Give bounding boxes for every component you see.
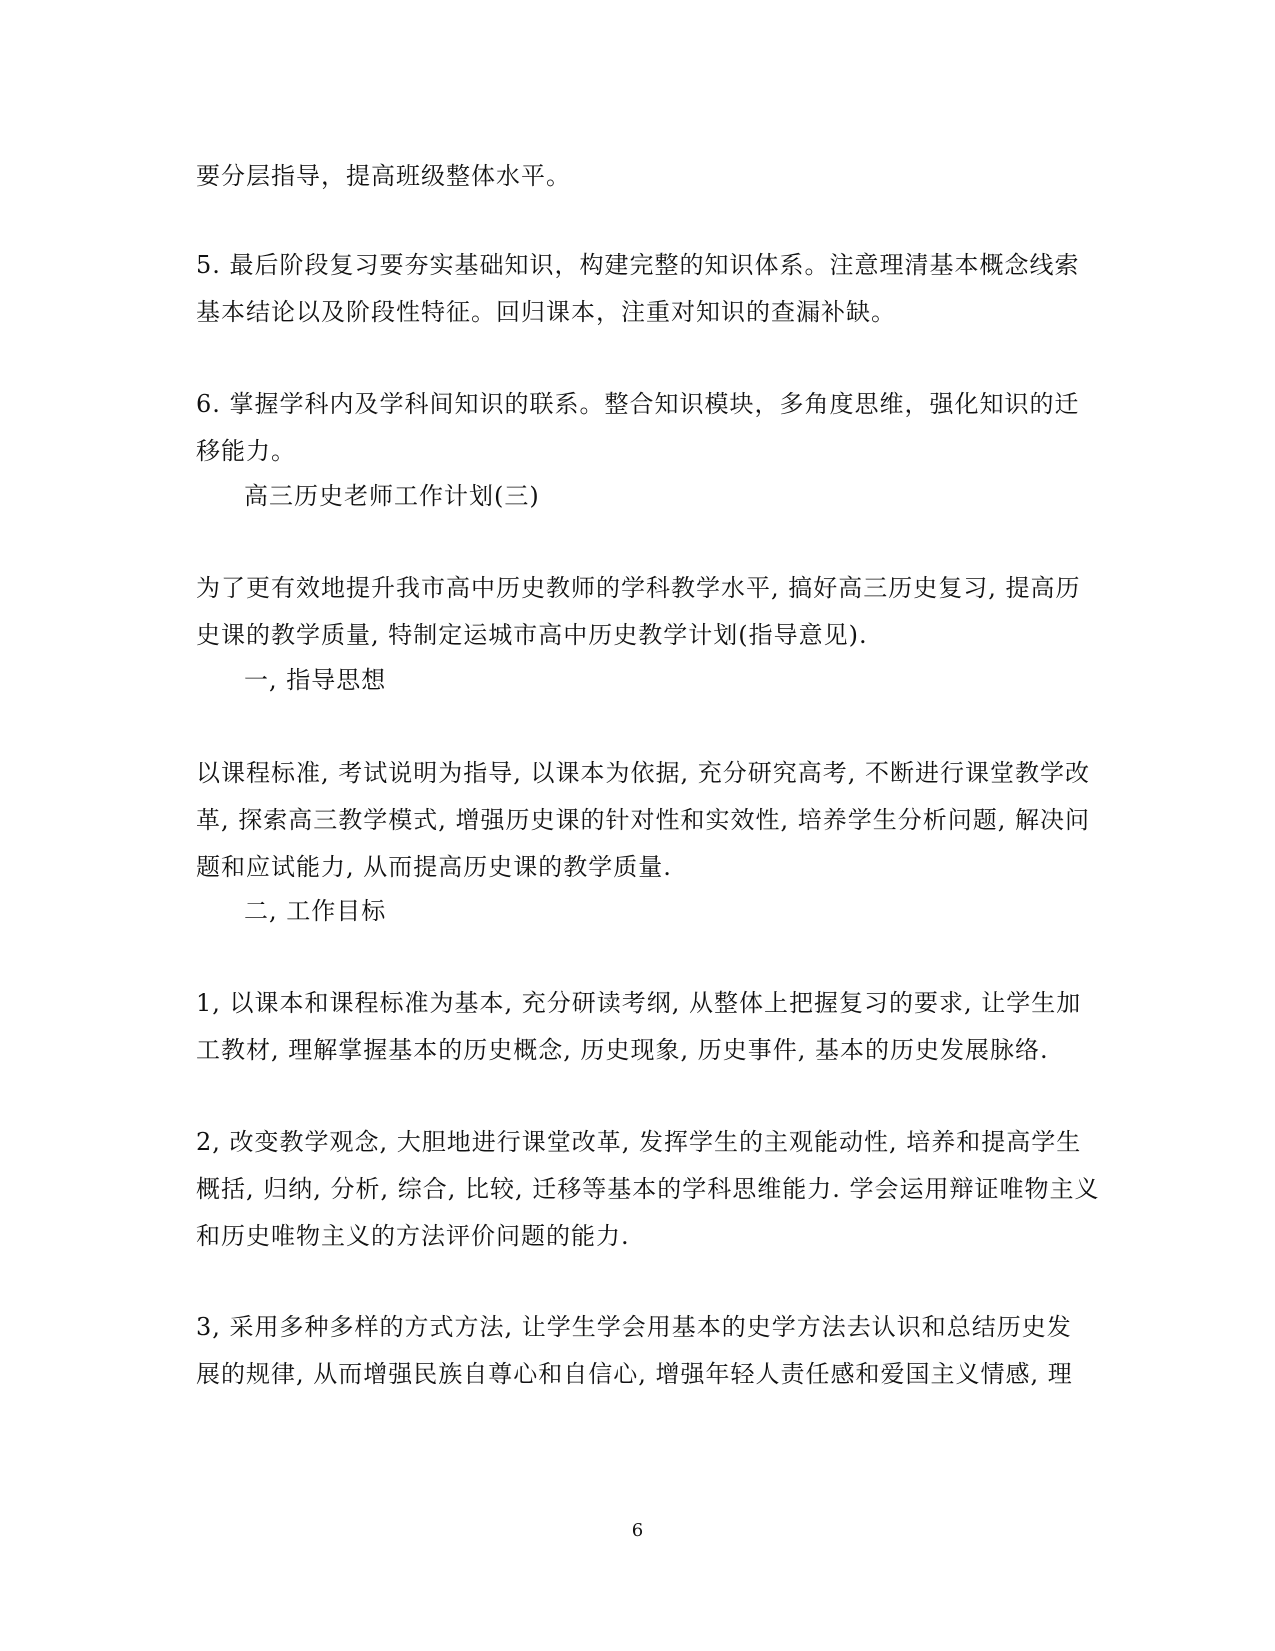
text-line: 革, 探索高三教学模式, 增强历史课的针对性和实效性, 培养学生分析问题, 解决问 — [196, 806, 1091, 834]
text-line: 基本结论以及阶段性特征。回归课本，注重对知识的查漏补缺。 — [196, 298, 896, 326]
text-line: 史课的教学质量, 特制定运城市高中历史教学计划(指导意见). — [196, 621, 868, 649]
text-line: 要分层指导，提高班级整体水平。 — [196, 162, 571, 190]
subheading: 二, 工作目标 — [244, 897, 387, 925]
text-line: 概括, 归纳, 分析, 综合, 比较, 迁移等基本的学科思维能力. 学会运用辩证唯物主义 — [196, 1175, 1100, 1203]
text-line: 5. 最后阶段复习要夯实基础知识，构建完整的知识体系。注意理清基本概念线索 — [196, 251, 1080, 279]
text-line: 为了更有效地提升我市高中历史教师的学科教学水平, 搞好高三历史复习, 提高历 — [196, 574, 1081, 602]
text-line: 工教材, 理解掌握基本的历史概念, 历史现象, 历史事件, 基本的历史发展脉络. — [196, 1036, 1049, 1064]
section-heading: 高三历史老师工作计划(三) — [244, 482, 540, 510]
text-line: 2, 改变教学观念, 大胆地进行课堂改革, 发挥学生的主观能动性, 培养和提高学生 — [196, 1128, 1082, 1156]
text-line: 展的规律, 从而增强民族自尊心和自信心, 增强年轻人责任感和爱国主义情感, 理 — [196, 1360, 1073, 1388]
text-line: 题和应试能力, 从而提高历史课的教学质量. — [196, 853, 672, 881]
text-line: 3, 采用多种多样的方式方法, 让学生学会用基本的史学方法去认识和总结历史发 — [196, 1313, 1072, 1341]
text-line: 移能力。 — [196, 437, 296, 465]
page-number: 6 — [631, 1520, 644, 1541]
text-line: 以课程标准, 考试说明为指导, 以课本为依据, 充分研究高考, 不断进行课堂教学改 — [196, 759, 1091, 787]
text-line: 和历史唯物主义的方法评价问题的能力. — [196, 1222, 630, 1250]
text-line: 1, 以课本和课程标准为基本, 充分研读考纲, 从整体上把握复习的要求, 让学生加 — [196, 989, 1082, 1017]
text-line: 6. 掌握学科内及学科间知识的联系。整合知识模块，多角度思维，强化知识的迁 — [196, 390, 1080, 418]
subheading: 一, 指导思想 — [244, 666, 387, 694]
